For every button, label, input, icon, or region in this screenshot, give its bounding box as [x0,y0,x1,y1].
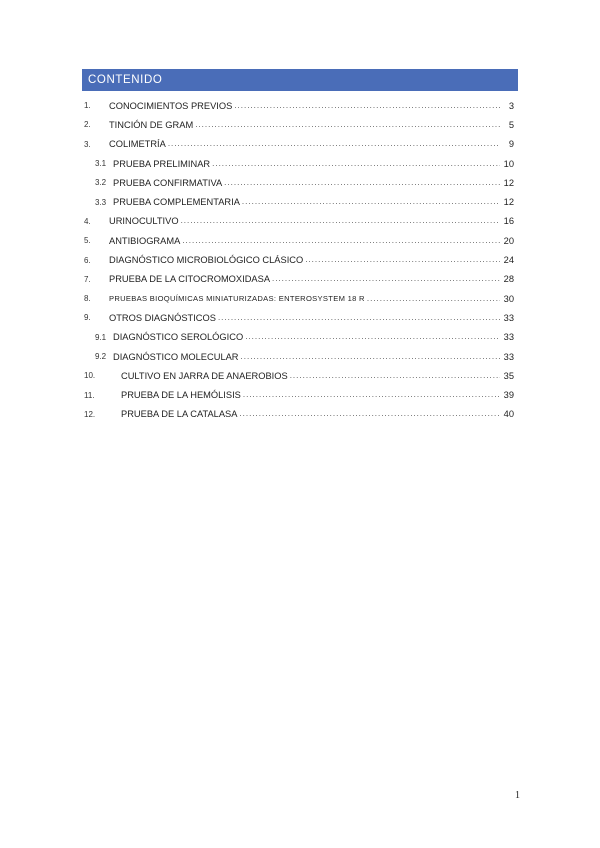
toc-entry-title: TINCIÓN DE GRAM [109,119,194,130]
toc-entry-title: PRUEBAS BIOQUÍMICAS MINIATURIZADAS: ENTEROSYSTEM 18 R [109,294,365,304]
toc-entry-title: PRUEBA CONFIRMATIVA [113,177,223,188]
toc-entry-title: OTROS DIAGNÓSTICOS [109,312,216,323]
toc-entry[interactable] [82,135,518,154]
toc-entry[interactable] [82,366,518,385]
toc-entry-number: 9. [84,313,91,323]
dot-leader [195,119,500,131]
dot-leader [243,389,500,401]
toc-entry[interactable] [82,115,518,134]
toc-entry-page: 12 [503,177,514,188]
toc-entry-number: 2. [84,120,91,130]
toc-entry-number: 10. [84,371,96,381]
toc-entry[interactable] [82,405,518,424]
toc-entry[interactable] [82,250,518,269]
dot-leader [367,293,500,305]
toc-entry[interactable] [82,289,518,308]
dot-leader [305,254,500,266]
toc-entry-number: 12. [84,409,96,419]
toc-entry-page: 33 [503,351,514,362]
toc-entry-title: PRUEBA DE LA HEMÓLISIS [121,390,241,401]
toc-entry-page: 35 [503,370,514,381]
toc-entry-title: CONOCIMIENTOS PREVIOS [109,100,233,111]
toc-heading: CONTENIDO [82,69,518,91]
toc-entry-number: 3. [84,139,91,149]
toc-subentry[interactable] [82,192,518,211]
dot-leader [212,158,500,170]
toc-entry-title: DIAGNÓSTICO SEROLÓGICO [113,332,244,343]
dot-leader [239,408,500,420]
toc-entry-title: PRUEBA DE LA CATALASA [121,409,238,420]
toc-entry-title: ANTIBIOGRAMA [109,235,181,246]
toc-subentry[interactable] [82,173,518,192]
toc-entry-page: 5 [508,119,514,130]
toc-entry-title: DIAGNÓSTICO MOLECULAR [113,351,239,362]
toc-entry[interactable] [82,385,518,404]
toc-entry-number: 1. [84,101,91,111]
toc-entry[interactable] [82,270,518,289]
toc-entry-number: 3.2 [95,178,107,188]
toc-entry-number: 3.3 [95,197,107,207]
toc-entry-number: 11. [84,390,95,400]
toc-entry[interactable] [82,231,518,250]
toc-entry-number: 8. [84,294,91,304]
toc-entry-title: COLIMETRÍA [109,139,166,150]
toc-subentry[interactable] [82,154,518,173]
toc-entry-title: PRUEBA PRELIMINAR [113,158,211,169]
toc-entry[interactable] [82,212,518,231]
toc-entry-page: 30 [503,293,514,304]
dot-leader [224,177,500,189]
dot-leader [182,235,500,247]
toc-entry-page: 24 [503,255,514,266]
page-number: 1 [515,790,520,801]
toc-entry-page: 33 [503,332,514,343]
toc-entry-page: 39 [503,390,514,401]
toc-entry-title: PRUEBA DE LA CITOCROMOXIDASA [109,274,271,285]
toc-entry-page: 28 [503,274,514,285]
toc-subentry[interactable] [82,328,518,347]
toc-entry[interactable] [82,96,518,115]
toc-entry-number: 5. [84,236,91,246]
toc-entry-number: 6. [84,255,91,265]
toc-entry-page: 40 [503,409,514,420]
toc-subentry[interactable] [82,347,518,366]
toc-entry-number: 7. [84,274,91,284]
dot-leader [242,196,500,208]
toc-entry-page: 16 [503,216,514,227]
toc-entry-page: 33 [503,312,514,323]
dot-leader [218,312,500,324]
dot-leader [245,331,500,343]
toc-entry-title: CULTIVO EN JARRA DE ANAEROBIOS [121,370,288,381]
toc-entry-page: 12 [503,197,514,208]
table-of-contents [82,96,518,424]
toc-entry-title: DIAGNÓSTICO MICROBIOLÓGICO CLÁSICO [109,255,304,266]
toc-entry-page: 9 [508,139,514,150]
dot-leader [168,138,500,150]
toc-entry-title: PRUEBA COMPLEMENTARIA [113,197,240,208]
dot-leader [241,351,500,363]
toc-entry-page: 3 [508,100,514,111]
dot-leader [290,370,500,382]
toc-entry-number: 9.2 [95,352,107,361]
toc-entry[interactable] [82,308,518,327]
toc-entry-title: URINOCULTIVO [109,216,179,227]
toc-entry-page: 20 [503,235,514,246]
dot-leader [181,215,500,227]
toc-entry-page: 10 [503,158,514,169]
dot-leader [234,100,500,112]
dot-leader [272,273,500,285]
toc-entry-number: 9.1 [95,332,107,342]
toc-entry-number: 3.1 [95,159,107,169]
toc-entry-number: 4. [84,216,91,226]
